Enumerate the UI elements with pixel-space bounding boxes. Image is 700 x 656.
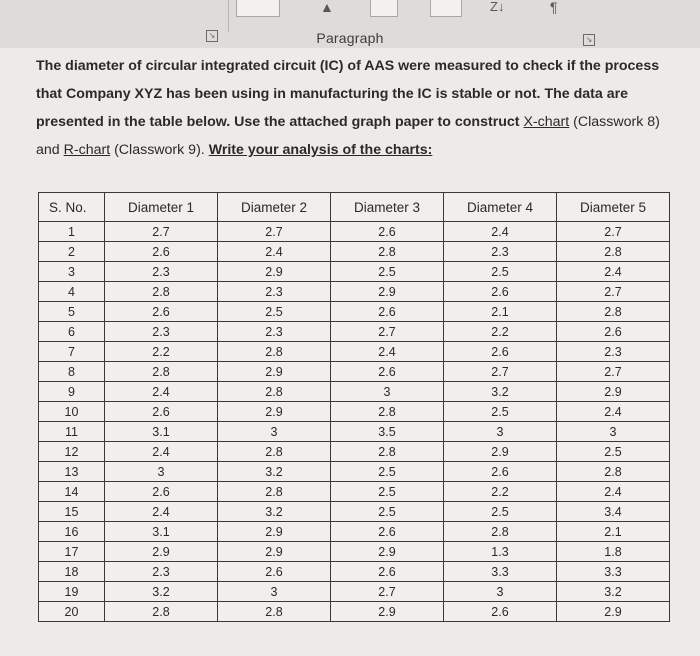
diameter-cell: 2.8: [105, 362, 218, 382]
diameter-cell: 3.3: [557, 562, 670, 582]
table-row: [39, 522, 670, 542]
row-number-cell: 1: [39, 222, 105, 242]
diameter-cell: 1.8: [557, 542, 670, 562]
diameter-cell: 2.3: [557, 342, 670, 362]
diameter-cell: 2.3: [105, 322, 218, 342]
row-number-cell: 16: [39, 522, 105, 542]
font-dialog-launcher-icon[interactable]: ↘: [206, 30, 218, 42]
table-row: [39, 402, 670, 422]
diameter-cell: 2.7: [105, 222, 218, 242]
diameter-cell: 2.4: [105, 442, 218, 462]
table-row: [39, 482, 670, 502]
table-row: [39, 282, 670, 302]
diameter-cell: 2.5: [331, 262, 444, 282]
diameter-cell: 2.8: [218, 482, 331, 502]
row-number-cell: 9: [39, 382, 105, 402]
diameter-cell: 2.6: [105, 402, 218, 422]
diameter-cell: 2.6: [444, 462, 557, 482]
diameter-cell: 2.6: [331, 362, 444, 382]
diameter-cell: 2.5: [444, 502, 557, 522]
border-icon[interactable]: [430, 0, 462, 17]
diameter-cell: 2.4: [557, 262, 670, 282]
diameter-cell: 2.1: [444, 302, 557, 322]
diameter-cell: 2.8: [331, 442, 444, 462]
diameter-cell: 2.7: [331, 582, 444, 602]
table-row: [39, 562, 670, 582]
diameter-cell: 3: [331, 382, 444, 402]
diameter-cell: 2.5: [557, 442, 670, 462]
diameter-cell: 3.1: [105, 422, 218, 442]
diameter-cell: 2.4: [444, 222, 557, 242]
diameter-cell: 2.8: [105, 282, 218, 302]
table-row: [39, 262, 670, 282]
row-number-cell: 13: [39, 462, 105, 482]
table-row: [39, 502, 670, 522]
diameter-cell: 2.6: [444, 342, 557, 362]
diameter-cell: 2.5: [331, 462, 444, 482]
diameter-cell: 2.8: [218, 382, 331, 402]
row-number-cell: 2: [39, 242, 105, 262]
diameter-cell: 2.3: [218, 322, 331, 342]
row-number-cell: 18: [39, 562, 105, 582]
diameter-cell: 2.5: [331, 482, 444, 502]
column-header: Diameter 1: [105, 193, 218, 222]
diameter-cell: 2.8: [557, 242, 670, 262]
diameter-cell: 2.6: [105, 302, 218, 322]
row-number-cell: 5: [39, 302, 105, 322]
diameter-cell: 2.8: [557, 462, 670, 482]
diameter-cell: 2.4: [557, 402, 670, 422]
diameter-cell: 2.9: [218, 262, 331, 282]
diameter-cell: 2.7: [557, 362, 670, 382]
ribbon-group-label: Paragraph: [316, 30, 384, 46]
sort-icon[interactable]: ▲: [320, 0, 334, 15]
diameter-cell: 2.6: [557, 322, 670, 342]
column-header: Diameter 4: [444, 193, 557, 222]
table-header-row: [39, 193, 670, 222]
diameter-cell: 2.8: [105, 602, 218, 622]
diameter-cell: 2.6: [444, 602, 557, 622]
table-body: [39, 222, 670, 622]
table-row: [39, 582, 670, 602]
diameter-cell: 2.6: [105, 482, 218, 502]
diameter-table: [38, 192, 670, 622]
diameter-cell: 2.6: [331, 302, 444, 322]
diameter-cell: 3.2: [557, 582, 670, 602]
diameter-cell: 2.3: [444, 242, 557, 262]
diameter-cell: 3: [105, 462, 218, 482]
row-number-cell: 11: [39, 422, 105, 442]
row-number-cell: 14: [39, 482, 105, 502]
diameter-cell: 3: [218, 582, 331, 602]
diameter-cell: 2.9: [218, 362, 331, 382]
diameter-cell: 2.8: [331, 242, 444, 262]
question-paragraph: [36, 52, 686, 164]
question-text-3: (Classwork 9).: [110, 142, 209, 158]
diameter-cell: 3.2: [444, 382, 557, 402]
row-number-cell: 4: [39, 282, 105, 302]
diameter-cell: 2.8: [218, 442, 331, 462]
diameter-cell: 2.5: [331, 502, 444, 522]
analysis-instruction: Write your analysis of the charts:: [208, 142, 433, 158]
table-row: [39, 362, 670, 382]
pilcrow-icon[interactable]: ¶: [550, 0, 558, 15]
diameter-cell: 2.4: [105, 502, 218, 522]
xchart-link[interactable]: X-chart: [523, 114, 570, 130]
row-number-cell: 8: [39, 362, 105, 382]
diameter-cell: 2.3: [105, 562, 218, 582]
diameter-cell: 3.2: [218, 502, 331, 522]
diameter-cell: 2.9: [218, 402, 331, 422]
diameter-cell: 2.9: [331, 602, 444, 622]
diameter-cell: 2.7: [218, 222, 331, 242]
table-row: [39, 602, 670, 622]
table-row: [39, 342, 670, 362]
diameter-cell: 2.8: [444, 522, 557, 542]
rchart-link[interactable]: R-chart: [63, 142, 111, 158]
diameter-cell: 2.8: [218, 602, 331, 622]
table-row: [39, 382, 670, 402]
diameter-cell: 2.4: [218, 242, 331, 262]
diameter-cell: 2.9: [331, 542, 444, 562]
diameter-cell: 2.7: [557, 282, 670, 302]
column-header: S. No.: [39, 193, 105, 222]
table-row: [39, 302, 670, 322]
diameter-cell: 2.9: [557, 602, 670, 622]
diameter-cell: 3.1: [105, 522, 218, 542]
diameter-cell: 2.3: [105, 262, 218, 282]
diameter-cell: 2.9: [331, 282, 444, 302]
question-text-2: (Classwork 8) and: [36, 114, 660, 158]
table-row: [39, 442, 670, 462]
diameter-cell: 2.4: [331, 342, 444, 362]
diameter-cell: 2.2: [105, 342, 218, 362]
diameter-cell: 2.2: [444, 322, 557, 342]
column-header: Diameter 3: [331, 193, 444, 222]
diameter-cell: 2.7: [444, 362, 557, 382]
diameter-cell: 2.6: [331, 222, 444, 242]
diameter-cell: 2.6: [444, 282, 557, 302]
table-row: [39, 322, 670, 342]
diameter-cell: 3: [557, 422, 670, 442]
diameter-cell: 2.6: [218, 562, 331, 582]
paragraph-dialog-launcher-icon[interactable]: ↘: [583, 34, 595, 46]
row-number-cell: 19: [39, 582, 105, 602]
diameter-cell: 3.5: [331, 422, 444, 442]
diameter-cell: 2.8: [557, 302, 670, 322]
ribbon: [0, 0, 700, 49]
table-row: [39, 242, 670, 262]
diameter-cell: 3: [218, 422, 331, 442]
diameter-cell: 2.1: [557, 522, 670, 542]
diameter-cell: 2.5: [444, 402, 557, 422]
diameter-cell: 2.9: [557, 382, 670, 402]
diameter-cell: 3.4: [557, 502, 670, 522]
diameter-cell: 1.3: [444, 542, 557, 562]
row-number-cell: 3: [39, 262, 105, 282]
table-row: [39, 222, 670, 242]
table-row: [39, 462, 670, 482]
diameter-cell: 2.9: [218, 542, 331, 562]
document-page: [0, 48, 700, 656]
row-number-cell: 7: [39, 342, 105, 362]
diameter-cell: 2.9: [218, 522, 331, 542]
diameter-cell: 2.9: [444, 442, 557, 462]
row-number-cell: 6: [39, 322, 105, 342]
row-number-cell: 12: [39, 442, 105, 462]
diameter-cell: 2.5: [444, 262, 557, 282]
diameter-cell: 2.7: [557, 222, 670, 242]
diameter-cell: 3.2: [218, 462, 331, 482]
row-number-cell: 15: [39, 502, 105, 522]
row-number-cell: 20: [39, 602, 105, 622]
sort-az-icon[interactable]: Z↓: [490, 0, 505, 14]
diameter-cell: 2.8: [331, 402, 444, 422]
diameter-cell: 2.9: [105, 542, 218, 562]
diameter-cell: 2.5: [218, 302, 331, 322]
diameter-cell: 2.2: [444, 482, 557, 502]
column-header: Diameter 5: [557, 193, 670, 222]
row-number-cell: 17: [39, 542, 105, 562]
diameter-cell: 2.4: [105, 382, 218, 402]
table-row: [39, 542, 670, 562]
diameter-cell: 2.8: [218, 342, 331, 362]
diameter-cell: 3: [444, 422, 557, 442]
borders-dropdown[interactable]: [236, 0, 280, 17]
align-icon[interactable]: [370, 0, 398, 17]
ribbon-separator: [228, 0, 229, 32]
row-number-cell: 10: [39, 402, 105, 422]
diameter-cell: 3: [444, 582, 557, 602]
diameter-cell: 2.3: [218, 282, 331, 302]
diameter-cell: 2.7: [331, 322, 444, 342]
diameter-cell: 2.6: [331, 522, 444, 542]
diameter-cell: 2.6: [105, 242, 218, 262]
diameter-cell: 2.6: [331, 562, 444, 582]
diameter-cell: 3.3: [444, 562, 557, 582]
column-header: Diameter 2: [218, 193, 331, 222]
diameter-cell: 2.4: [557, 482, 670, 502]
diameter-cell: 3.2: [105, 582, 218, 602]
question-text: The diameter of circular integrated circuit (IC) of AAS were measured to check if the process that Company XYZ has been using in manufacturing the IC is stable or not. The data are presented in the table below. Use the attached graph paper to construct: [36, 58, 660, 130]
table-row: [39, 422, 670, 442]
